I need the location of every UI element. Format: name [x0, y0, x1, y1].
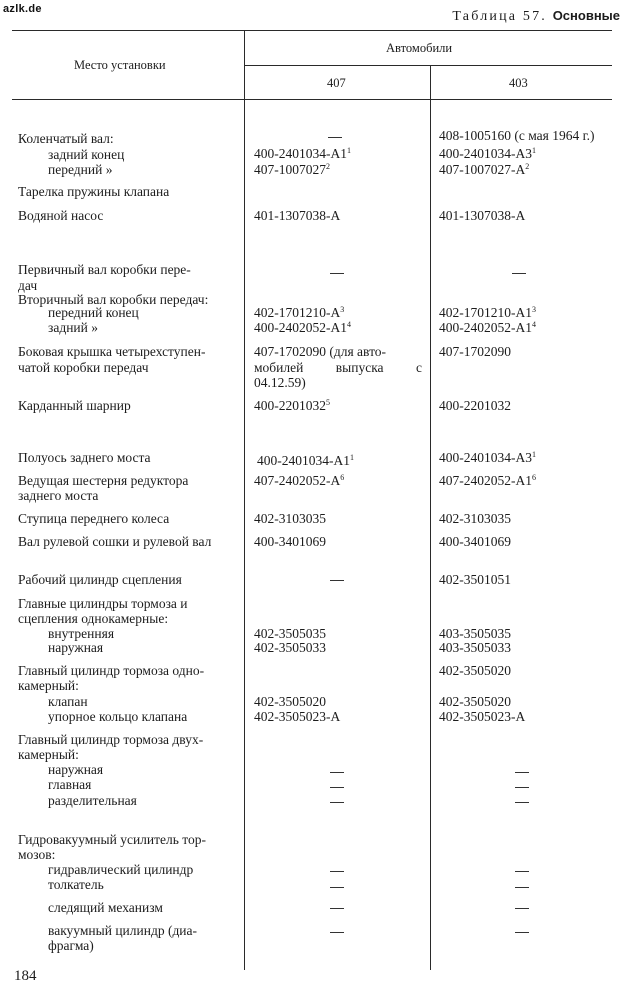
row-label: задний »	[48, 320, 98, 335]
footnote-mark: 1	[532, 146, 536, 155]
cell-407: 402-3103035	[254, 511, 326, 526]
cell-407: 402-3505035	[254, 626, 326, 641]
footnote-mark: 1	[532, 450, 536, 459]
footnote-mark: 1	[347, 146, 351, 155]
row-label: передний конец	[48, 305, 139, 320]
footnote-mark: 3	[532, 305, 536, 314]
row-label: фрагма)	[48, 938, 94, 953]
dash-403	[512, 273, 526, 274]
row-label: Вал рулевой сошки и рулевой вал	[18, 534, 212, 549]
row-label: Главные цилиндры тормоза и	[18, 596, 188, 611]
dash-407	[330, 802, 344, 803]
row-label: Ступица переднего колеса	[18, 511, 170, 526]
group-header-rule	[244, 65, 612, 66]
cell-403: 402-3505020	[439, 663, 511, 678]
cell-value: 400-2401034-А1	[254, 146, 347, 161]
dash-407	[330, 772, 344, 773]
cell-407: 400-3401069	[254, 534, 326, 549]
cell-407: 402-3505020	[254, 694, 326, 709]
cell-407	[254, 473, 344, 489]
cell-407: 04.12.59)	[254, 375, 306, 390]
cell-403: 401-1307038-А	[439, 208, 526, 223]
dash-403	[515, 932, 529, 933]
row-label: Тарелка пружины клапана	[18, 184, 170, 199]
dash-407	[330, 908, 344, 909]
cell-value: 402-1701210-А	[254, 305, 341, 320]
cell-403: 408-1005160 (с мая 1964 г.)	[439, 128, 595, 143]
row-label: Рабочий цилиндр сцепления	[18, 572, 182, 587]
dash-407	[330, 932, 344, 933]
header-place: Место установки	[74, 58, 166, 72]
row-label: гидравлический цилиндр	[48, 862, 194, 877]
row-label: чатой коробки передач	[18, 360, 149, 375]
footnote-mark: 2	[525, 162, 530, 171]
column-divider-2	[430, 66, 431, 970]
dash-407	[330, 273, 344, 274]
row-label: Вторичный вал коробки передач:	[18, 292, 209, 307]
row-label: Главный цилиндр тормоза одно-	[18, 663, 205, 678]
cell-403	[439, 320, 536, 336]
row-label: заднего моста	[18, 488, 99, 503]
cell-407: 407-1702090 (для авто-	[254, 344, 387, 359]
row-label: вакуумный цилиндр (диа-	[48, 923, 198, 938]
footnote-mark: 6	[532, 473, 536, 482]
footnote-mark: 4	[532, 320, 536, 329]
cell-407	[254, 146, 351, 162]
cell-403: 402-3103035	[439, 511, 511, 526]
cell-value: 407-2402052-А	[254, 473, 341, 488]
row-label: разделительная	[48, 793, 137, 808]
dash-407	[328, 137, 342, 138]
cell-403	[439, 305, 536, 321]
cell-407	[254, 398, 330, 414]
header-col-403: 403	[509, 76, 528, 90]
caption-prefix: Таблица 57.	[452, 9, 547, 24]
cell-403	[439, 450, 536, 466]
cell-value: 400-2401034-А1	[257, 453, 350, 468]
footnote-mark: 5	[326, 398, 330, 407]
cell-value: 400-2401034-А3	[439, 146, 532, 161]
row-label: Боковая крышка четырехступен-	[18, 344, 206, 359]
row-label: толкатель	[48, 877, 104, 892]
cell-403: 403-3505035	[439, 626, 511, 641]
row-label: камерный:	[18, 678, 79, 693]
cell-407: мобилей выпуска с	[254, 360, 422, 375]
row-label: мозов:	[18, 847, 56, 862]
cell-403	[439, 162, 529, 178]
cell-403: 407-1702090	[439, 344, 511, 359]
cell-407: 402-3505033	[254, 640, 326, 655]
caption-title: Основные	[552, 8, 620, 23]
cell-407	[254, 162, 330, 178]
row-label: передний »	[48, 162, 113, 177]
footnote-mark: 2	[326, 162, 330, 171]
header-col-407: 407	[327, 76, 346, 90]
cell-407	[254, 320, 351, 336]
cell-value: 402-1701210-А1	[439, 305, 532, 320]
row-label: Коленчатый вал:	[18, 131, 114, 146]
row-label: Главный цилиндр тормоза двух-	[18, 732, 204, 747]
cell-407	[257, 453, 354, 469]
row-label: камерный:	[18, 747, 79, 762]
page-number: 184	[14, 968, 37, 984]
row-label: Водяной насос	[18, 208, 104, 223]
row-label: Полуось заднего моста	[18, 450, 151, 465]
row-label: Ведущая шестерня редуктора	[18, 473, 189, 488]
dash-407	[330, 580, 344, 581]
dash-403	[515, 887, 529, 888]
row-label: Первичный вал коробки пере-	[18, 262, 191, 277]
dash-407	[330, 887, 344, 888]
table-caption	[452, 8, 620, 25]
column-divider-1	[244, 30, 245, 970]
footnote-mark: 3	[340, 305, 345, 314]
dash-403	[515, 772, 529, 773]
row-label: Карданный шарнир	[18, 398, 131, 413]
row-label: упорное кольцо клапана	[48, 709, 188, 724]
cell-403: 402-3501051	[439, 572, 511, 587]
row-label: сцепления однокамерные:	[18, 611, 169, 626]
cell-407: 401-1307038-А	[254, 208, 341, 223]
footnote-mark: 1	[350, 453, 354, 462]
site-watermark: azlk.de	[3, 3, 42, 15]
dash-407	[330, 787, 344, 788]
table-top-rule	[12, 30, 612, 31]
cell-403: 402-3505023-А	[439, 709, 526, 724]
row-label: главная	[48, 777, 92, 792]
footnote-mark: 4	[347, 320, 351, 329]
cell-value: 400-2201032	[254, 398, 326, 413]
dash-403	[515, 871, 529, 872]
row-label: задний конец	[48, 147, 125, 162]
dash-407	[330, 871, 344, 872]
cell-value: 400-2402052-А1	[439, 320, 532, 335]
cell-403: 403-3505033	[439, 640, 511, 655]
cell-value: 407-1007027	[254, 162, 326, 177]
row-label: дач	[18, 278, 38, 293]
cell-403: 402-3505020	[439, 694, 511, 709]
cell-407	[254, 305, 344, 321]
footnote-mark: 6	[340, 473, 345, 482]
row-label: Гидровакуумный усилитель тор-	[18, 832, 207, 847]
cell-value: 400-2402052-А1	[254, 320, 347, 335]
cell-407: 402-3505023-А	[254, 709, 341, 724]
header-group: Автомобили	[386, 41, 453, 55]
cell-403	[439, 146, 536, 162]
header-bottom-rule	[12, 99, 612, 100]
row-label: внутренняя	[48, 626, 115, 641]
dash-403	[515, 787, 529, 788]
cell-403: 400-2201032	[439, 398, 511, 413]
dash-403	[515, 908, 529, 909]
cell-403	[439, 473, 536, 489]
cell-value: 407-1007027-А	[439, 162, 526, 177]
row-label: наружная	[48, 762, 104, 777]
dash-403	[515, 802, 529, 803]
cell-value: 407-2402052-А1	[439, 473, 532, 488]
cell-value: 400-2401034-А3	[439, 450, 532, 465]
row-label: наружная	[48, 640, 104, 655]
cell-403: 400-3401069	[439, 534, 511, 549]
row-label: клапан	[48, 694, 88, 709]
row-label: следящий механизм	[48, 900, 163, 915]
